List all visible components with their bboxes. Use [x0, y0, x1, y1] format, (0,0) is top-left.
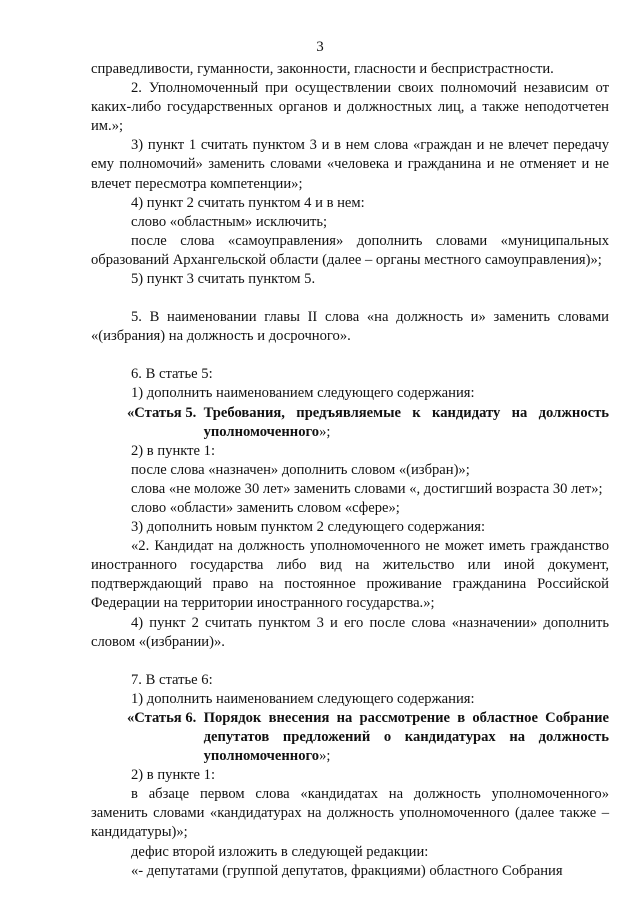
paragraph: 2) в пункте 1:	[131, 767, 216, 784]
document-body	[91, 60, 609, 881]
article-6-title-wrap	[204, 709, 609, 766]
article-5-tail: »;	[319, 423, 331, 440]
article-5-title-wrap	[204, 404, 609, 442]
article-5-heading	[91, 404, 609, 442]
text-line: справедливости, гуманности, законности, гласности и беспристрастности.	[91, 61, 554, 77]
spacer	[91, 346, 609, 365]
article-6-label: «Статья 6.	[127, 709, 204, 726]
paragraph: 3) пункт 1 считать пунктом 3 и в нем слова «граждан и не влечет передачу ему полномочий» заменить словами «человека и гражданина и не отменяет и не влечет пересмотра компетенции»;	[91, 137, 609, 192]
paragraph: 5) пункт 3 считать пунктом 5.	[131, 271, 316, 288]
paragraph: в абзаце первом слова «кандидатах на должность уполномоченного» заменить словами «кандидатурах на должность уполномоченного (далее также – кандидатуры)»;	[91, 786, 609, 841]
paragraph: 5. В наименовании главы II слова «на должность и» заменить словами «(избрания) на должность и досрочного».	[91, 309, 609, 345]
paragraph: 1) дополнить наименованием следующего содержания:	[131, 385, 475, 402]
paragraph: 1) дополнить наименованием следующего содержания:	[131, 690, 475, 707]
article-5-title: Требования, предъявляемые к кандидату на должность уполномоченного	[203, 404, 609, 440]
paragraph: после слова «назначен» дополнить словом «(избран)»;	[131, 461, 470, 478]
article-6-heading	[91, 709, 609, 766]
paragraph: «2. Кандидат на должность уполномоченного не может иметь гражданство иностранного государства либо вид на жительство или иной документ, подтверждающий право на постоянное проживание гражданина Российской Федерации на территории иностранного государства.»;	[91, 538, 609, 612]
page-number: 3	[316, 39, 324, 55]
paragraph: дефис второй изложить в следующей редакции:	[131, 843, 429, 860]
spacer	[91, 652, 609, 671]
article-6-tail: »;	[319, 748, 331, 765]
paragraph: слова «не моложе 30 лет» заменить словами «, достигший возраста 30 лет»;	[131, 480, 603, 497]
paragraph: слово «области» заменить словом «сфере»;	[131, 499, 400, 516]
paragraph: 2) в пункте 1:	[131, 442, 216, 459]
paragraph: «- депутатами (группой депутатов, фракциями) областного Собрания	[131, 862, 563, 879]
paragraph: слово «областным» исключить;	[131, 213, 328, 230]
paragraph: 4) пункт 2 считать пунктом 4 и в нем:	[131, 194, 365, 211]
spacer	[91, 289, 609, 308]
article-5-label: «Статья 5.	[127, 404, 204, 421]
paragraph: 6. В статье 5:	[131, 366, 213, 383]
paragraph: 3) дополнить новым пунктом 2 следующего содержания:	[131, 519, 486, 536]
paragraph: после слова «самоуправления» дополнить словами «муниципальных образований Архангельской области (далее – органы местного самоуправления)»;	[91, 232, 609, 268]
paragraph: 7. В статье 6:	[131, 671, 213, 688]
paragraph: 4) пункт 2 считать пунктом 3 и его после слова «назначении» дополнить словом «(избрании)».	[91, 614, 609, 650]
article-6-title: Порядок внесения на рассмотрение в областное Собрание депутатов предложений о кандидатурах на должность уполномоченного	[203, 709, 609, 765]
paragraph: 2. Уполномоченный при осуществлении своих полномочий независим от каких-либо государственных органов и должностных лиц, а также неподотчетен им.»;	[91, 80, 609, 135]
